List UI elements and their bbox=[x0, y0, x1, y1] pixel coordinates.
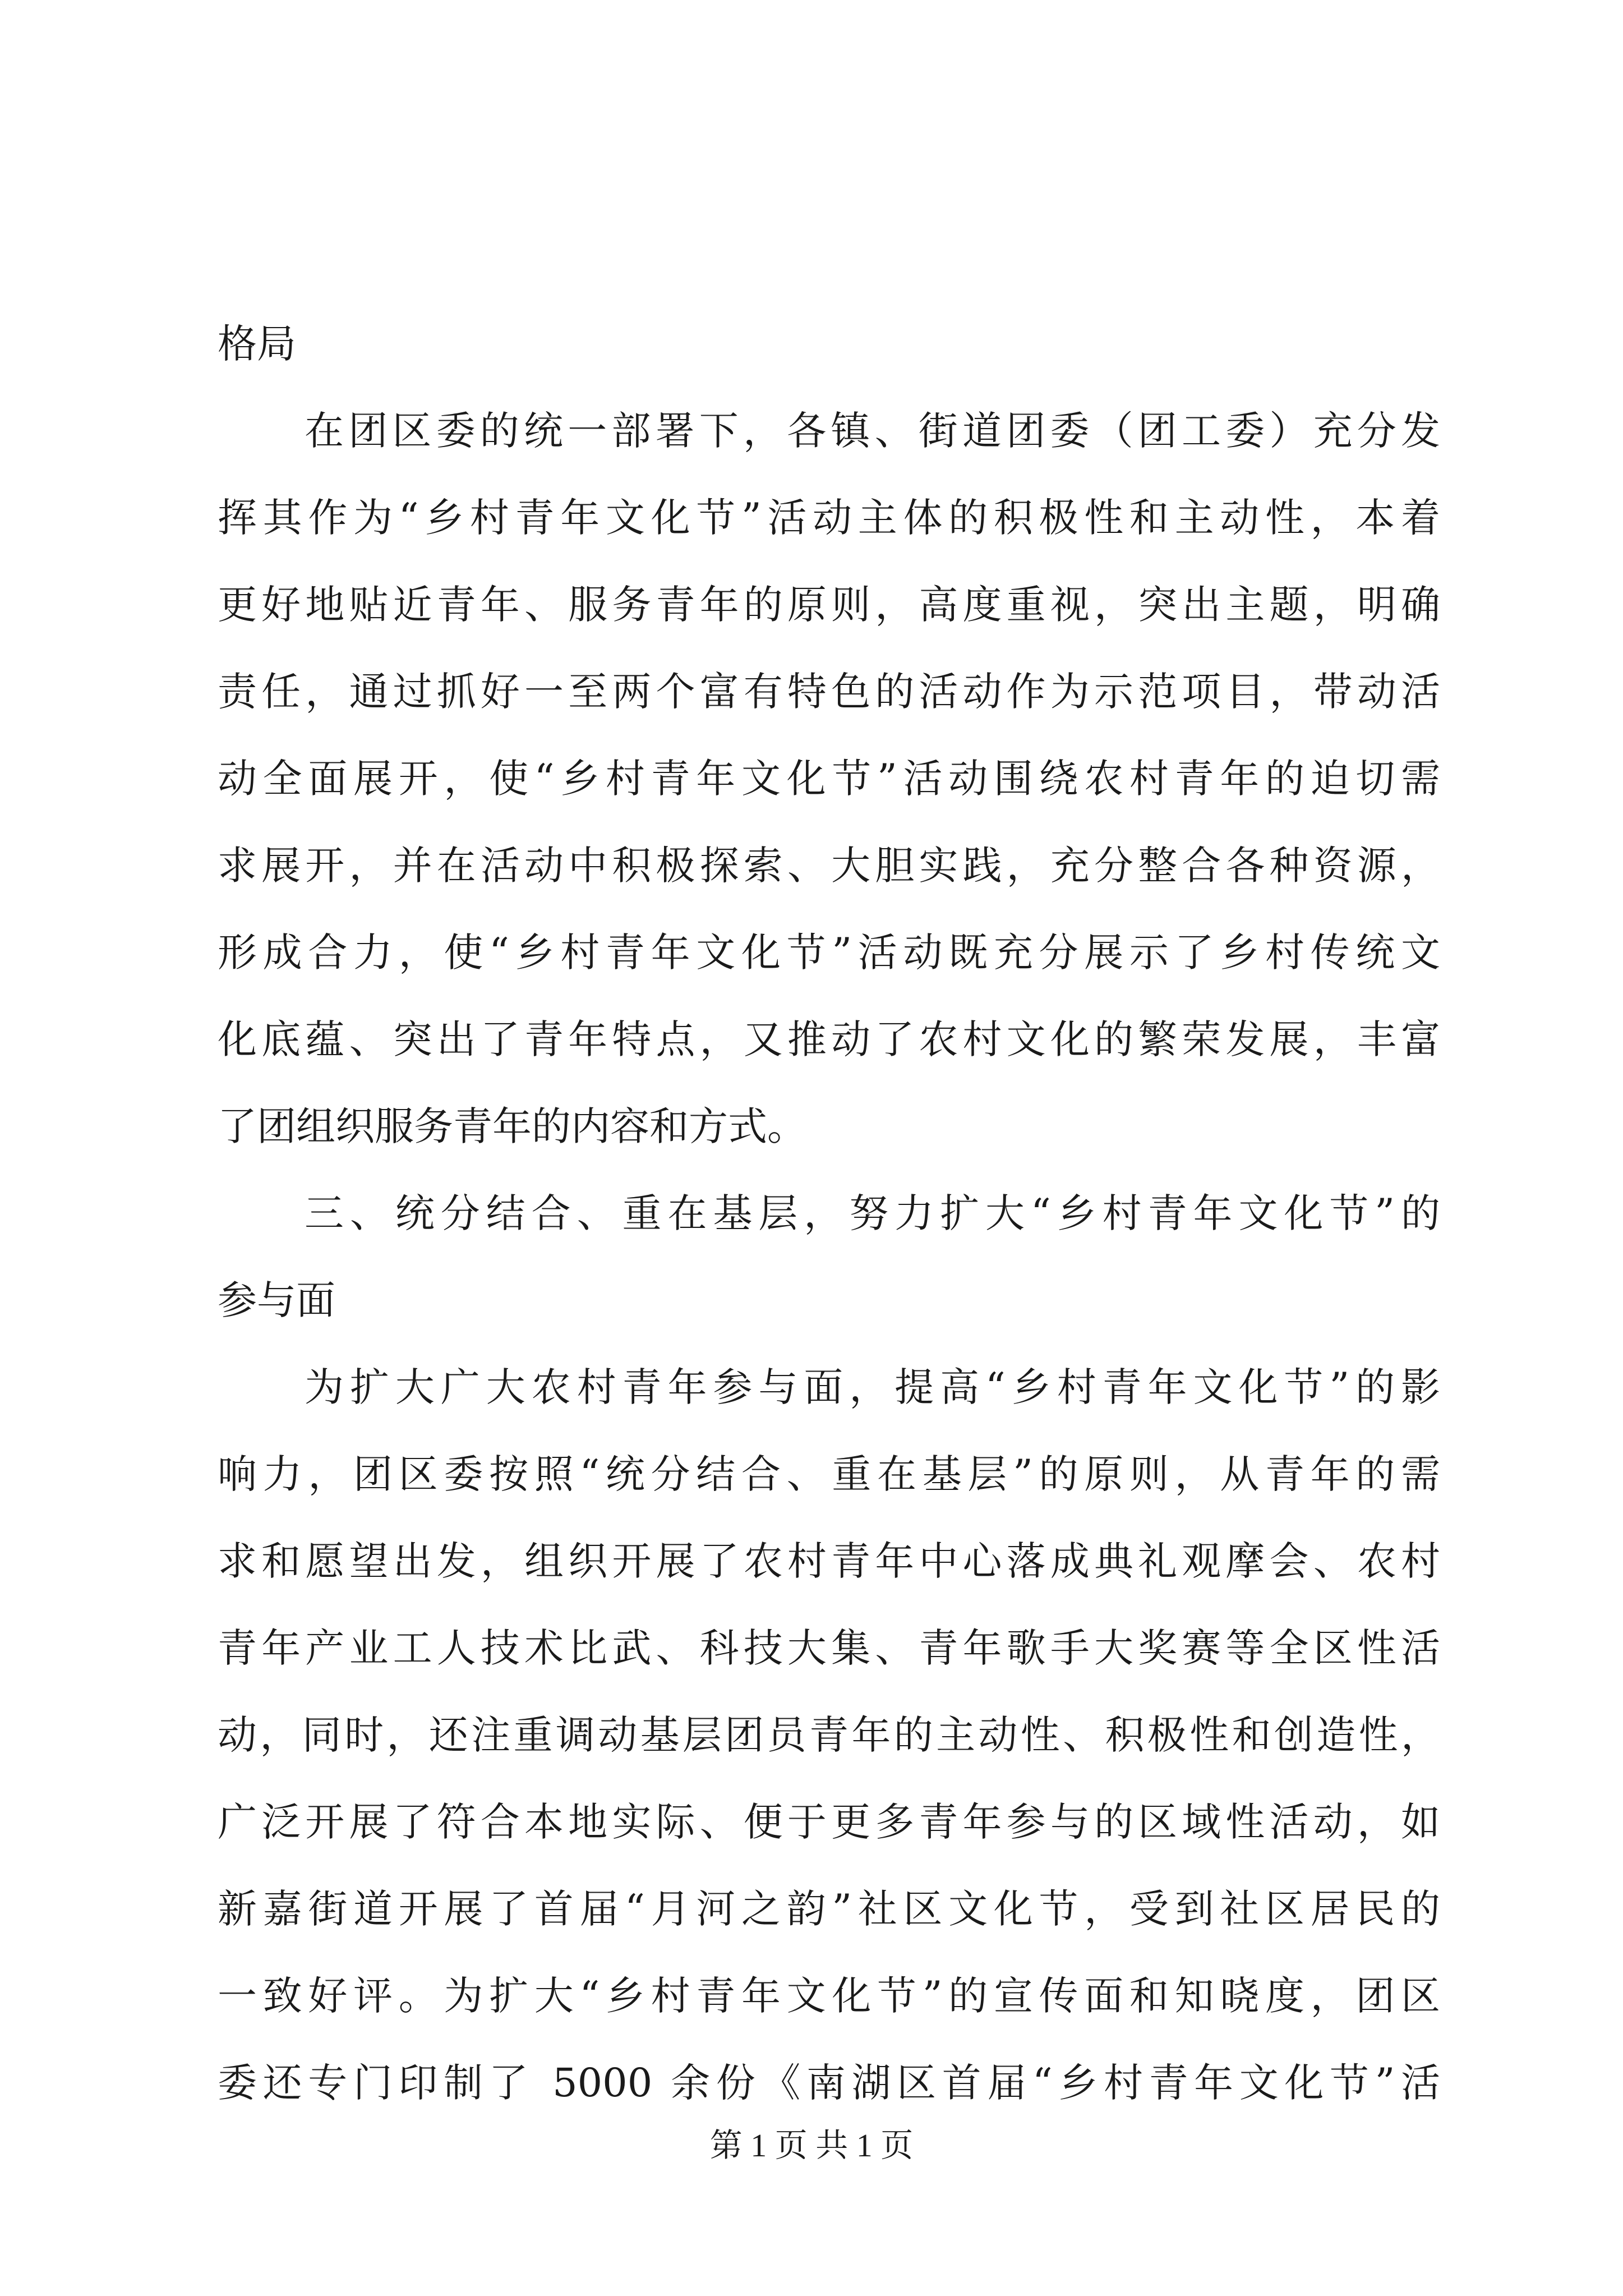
text-line: 责任，通过抓好一至两个富有特色的活动作为示范项目，带动活 bbox=[218, 669, 1440, 715]
section-heading-line: 三、统分结合、重在基层，努力扩大“乡村青年文化节”的 bbox=[305, 1190, 1440, 1236]
document-body bbox=[218, 301, 1440, 2127]
paragraph-first-line: 在团区委的统一部署下，各镇、街道团委（团工委）充分发 bbox=[305, 408, 1440, 454]
text-line: 求展开，并在活动中积极探索、大胆实践，充分整合各种资源， bbox=[218, 843, 1440, 889]
section-heading-line: 参与面 bbox=[218, 1277, 335, 1323]
page-footer bbox=[0, 2126, 1623, 2165]
text-line: 青年产业工人技术比武、科技大集、青年歌手大奖赛等全区性活 bbox=[218, 1625, 1440, 1671]
page-number-label: 第 1 页 共 1 页 bbox=[709, 2127, 914, 2164]
text-line: 一致好评。为扩大“乡村青年文化节”的宣传面和知晓度，团区 bbox=[218, 1973, 1440, 2019]
text-line: 新嘉街道开展了首届“月河之韵”社区文化节，受到社区居民的 bbox=[218, 1886, 1440, 1932]
text-line: 动，同时，还注重调动基层团员青年的主动性、积极性和创造性， bbox=[218, 1712, 1440, 1758]
text-line: 委还专门印制了 5000 余份《南湖区首届“乡村青年文化节”活 bbox=[218, 2060, 1440, 2106]
text-line: 了团组织服务青年的内容和方式。 bbox=[218, 1103, 806, 1149]
text-line: 响力，团区委按照“统分结合、重在基层”的原则，从青年的需 bbox=[218, 1451, 1440, 1497]
text-line: 动全面展开，使“乡村青年文化节”活动围绕农村青年的迫切需 bbox=[218, 756, 1440, 802]
text-line: 挥其作为“乡村青年文化节”活动主体的积极性和主动性，本着 bbox=[218, 495, 1440, 541]
text-line: 更好地贴近青年、服务青年的原则，高度重视，突出主题，明确 bbox=[218, 582, 1440, 628]
text-line: 格局 bbox=[218, 321, 296, 367]
text-line: 求和愿望出发，组织开展了农村青年中心落成典礼观摩会、农村 bbox=[218, 1538, 1440, 1584]
paragraph-first-line: 为扩大广大农村青年参与面，提高“乡村青年文化节”的影 bbox=[305, 1364, 1440, 1410]
text-line: 化底蕴、突出了青年特点，又推动了农村文化的繁荣发展，丰富 bbox=[218, 1016, 1440, 1062]
text-line: 形成合力，使“乡村青年文化节”活动既充分展示了乡村传统文 bbox=[218, 930, 1440, 976]
text-line: 广泛开展了符合本地实际、便于更多青年参与的区域性活动，如 bbox=[218, 1799, 1440, 1845]
